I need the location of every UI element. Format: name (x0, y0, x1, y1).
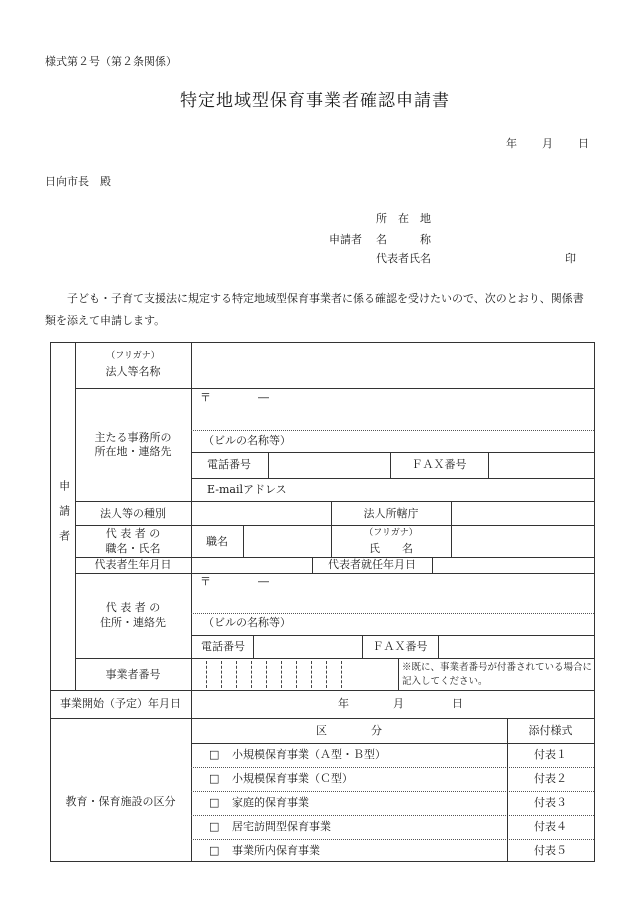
rep-address-label-line1: 代 表 者 の (105, 601, 161, 614)
rep-postal-dash: ― (258, 575, 269, 588)
category-label-item: 小規模保育事業（Ａ型・Ｂ型） (232, 748, 386, 761)
category-label-item: 家庭的保育事業 (232, 796, 309, 809)
category-header: 区 分 (316, 724, 382, 737)
category-checkbox[interactable]: □ (209, 772, 220, 785)
start-month-label: 月 (393, 697, 404, 710)
page-title: 特定地域型保育事業者確認申請書 (180, 91, 450, 111)
rep-address-label-line2: 住所・連絡先 (100, 616, 166, 629)
application-statement: 子ども・子育て支援法に規定する特定地域型保育事業者に係る確認を受けたいので、次のとおり、関係書類を添えて申請します。 (45, 292, 584, 327)
office-email-label: E-mailアドレス (207, 483, 287, 496)
corp-name-field[interactable] (191, 350, 594, 386)
category-attachment: 付表３ (534, 796, 567, 809)
office-fax-label: ＦＡＸ番号 (411, 458, 467, 471)
rep-name-furigana: （フリガナ） (364, 528, 418, 538)
category-label-item: 居宅訪問型保育事業 (232, 820, 331, 833)
rep-start-date-label: 代表者就任年月日 (328, 558, 416, 571)
office-postal-mark: 〒 (200, 391, 211, 404)
category-attachment: 付表５ (534, 844, 567, 857)
applicant-name-label: 名 称 (376, 233, 431, 246)
rep-name-label: 氏 名 (369, 542, 413, 555)
seal-mark: 印 (565, 252, 576, 265)
category-attachment: 付表４ (534, 820, 567, 833)
category-checkbox[interactable]: □ (209, 844, 220, 857)
rep-birthdate-label: 代表者生年月日 (94, 558, 172, 571)
applicant-side-label: 申請者 (57, 480, 71, 555)
business-number-note: ※既に、事業者番号が付番されている場合に記入してください。 (402, 662, 593, 687)
job-title-label: 職名 (206, 535, 228, 548)
date-day-label: 日 (578, 137, 589, 150)
category-checkbox[interactable]: □ (209, 820, 220, 833)
rep-fax-label: ＦＡＸ番号 (372, 640, 428, 653)
date-month-label: 月 (542, 137, 553, 150)
rep-building-hint: （ビルの名称等） (203, 616, 291, 629)
start-day-label: 日 (452, 697, 463, 710)
rep-postal-mark: 〒 (200, 575, 211, 588)
office-building-hint: （ビルの名称等） (203, 434, 291, 447)
form-number: 様式第２号（第２条関係） (45, 55, 177, 68)
rep-title-label-line1: 代 表 者 の (105, 527, 161, 540)
date-year-label: 年 (506, 137, 517, 150)
category-label: 教育・保育施設の区分 (65, 795, 176, 808)
rep-title-label-line2: 職名・氏名 (105, 542, 161, 555)
category-attachment: 付表２ (534, 772, 567, 785)
category-attachment: 付表１ (534, 748, 567, 761)
business-number-label: 事業者番号 (105, 668, 161, 681)
corp-name-label: 法人等名称 (105, 365, 161, 378)
applicant-rep-label: 代表者氏名 (376, 252, 431, 265)
corp-authority-label: 法人所轄庁 (363, 507, 419, 520)
addressee: 日向市長 殿 (45, 175, 111, 188)
rep-phone-label: 電話番号 (201, 640, 245, 653)
start-year-label: 年 (338, 697, 349, 710)
office-label-line1: 主たる事務所の (94, 431, 172, 444)
start-date-label: 事業開始（予定）年月日 (60, 697, 181, 710)
office-phone-label: 電話番号 (207, 458, 251, 471)
corp-name-furigana: （フリガナ） (106, 351, 160, 361)
applicant-address-label: 所 在 地 (376, 212, 431, 225)
corp-type-label: 法人等の種別 (100, 507, 166, 520)
category-checkbox[interactable]: □ (209, 796, 220, 809)
office-label-line2: 所在地・連絡先 (94, 445, 172, 458)
category-label-item: 事業所内保育事業 (232, 844, 320, 857)
attachment-header: 添付様式 (528, 724, 573, 737)
category-checkbox[interactable]: □ (209, 748, 220, 761)
applicant-label: 申請者 (329, 233, 362, 246)
office-postal-dash: ― (258, 391, 269, 404)
category-label-item: 小規模保育事業（Ｃ型） (232, 772, 353, 785)
